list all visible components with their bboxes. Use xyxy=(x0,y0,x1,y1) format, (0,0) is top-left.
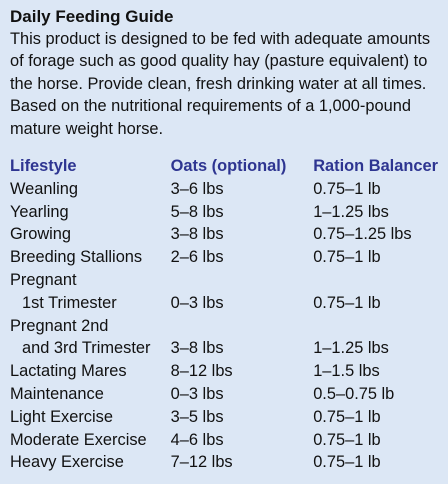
balancer-cell: 0.75–1 lb xyxy=(313,293,381,312)
oats-cell: 2–6 lbs xyxy=(170,248,224,267)
feeding-table xyxy=(10,155,438,474)
oats-cell: 4–6 lbs xyxy=(170,430,224,449)
table-row xyxy=(10,360,438,383)
oats-cell: 8–12 lbs xyxy=(170,362,233,381)
table-row xyxy=(10,201,438,224)
balancer-cell: 0.75–1 lb xyxy=(313,407,381,426)
lifestyle-cell: Weanling xyxy=(10,179,79,198)
oats-cell: 5–8 lbs xyxy=(170,202,224,221)
balancer-cell: 0.5–0.75 lb xyxy=(313,385,395,403)
oats-cell: 3–8 lbs xyxy=(170,339,224,358)
balancer-cell: 1–1.25 lbs xyxy=(313,339,389,358)
lifestyle-cell: Growing xyxy=(10,225,72,244)
oats-cell: 3–6 lbs xyxy=(170,179,224,198)
header-ration-balancer: Ration Balancer xyxy=(313,157,438,176)
lifestyle-line-1: Pregnant xyxy=(10,271,77,290)
balancer-cell: 0.75–1 lb xyxy=(313,453,381,472)
lifestyle-cell: Lactating Mares xyxy=(10,362,127,381)
balancer-cell: 0.75–1 lb xyxy=(313,248,381,267)
lifestyle-line-2: 1st Trimester xyxy=(22,293,117,312)
lifestyle-cell: Heavy Exercise xyxy=(10,453,124,472)
lifestyle-line-1: Pregnant 2nd xyxy=(10,316,109,335)
guide-title: Daily Feeding Guide xyxy=(10,7,174,26)
table-row xyxy=(10,451,438,474)
balancer-cell: 0.75–1 lb xyxy=(313,430,381,449)
lifestyle-cell: Breeding Stallions xyxy=(10,248,143,267)
lifestyle-cell: Light Exercise xyxy=(10,407,113,426)
table-row xyxy=(10,223,438,246)
lifestyle-cell xyxy=(10,315,171,361)
oats-cell: 3–5 lbs xyxy=(170,407,224,426)
header-oats: Oats (optional) xyxy=(170,157,287,176)
table-row xyxy=(10,178,438,201)
table-row xyxy=(10,383,438,406)
lifestyle-cell: Maintenance xyxy=(10,385,104,403)
oats-cell: 0–3 lbs xyxy=(170,293,224,312)
header-lifestyle: Lifestyle xyxy=(10,157,77,176)
oats-cell: 3–8 lbs xyxy=(170,225,224,244)
oats-cell: 7–12 lbs xyxy=(170,453,233,472)
balancer-cell: 0.75–1.25 lbs xyxy=(313,225,412,244)
balancer-cell: 1–1.5 lbs xyxy=(313,362,380,381)
lifestyle-line-2: and 3rd Trimester xyxy=(22,339,151,358)
table-row xyxy=(10,315,438,361)
lifestyle-cell: Moderate Exercise xyxy=(10,430,147,449)
lifestyle-cell xyxy=(10,269,171,315)
balancer-cell: 0.75–1 lb xyxy=(313,179,381,198)
balancer-cell: 1–1.25 lbs xyxy=(313,202,389,221)
table-row xyxy=(10,429,438,452)
table-row xyxy=(10,406,438,429)
oats-cell: 0–3 lbs xyxy=(170,385,224,403)
guide-intro: This product is designed to be fed with adequate amounts of forage such as good quality hay (pasture equivalent) to the horse. Provide clean, fresh drinking water at all times. Based on the nutritional requirements of a 1,000-pound mature weight horse. xyxy=(10,30,431,138)
table-row xyxy=(10,269,438,315)
table-header-row xyxy=(10,155,438,178)
lifestyle-cell: Yearling xyxy=(10,202,69,221)
table-row xyxy=(10,246,438,269)
